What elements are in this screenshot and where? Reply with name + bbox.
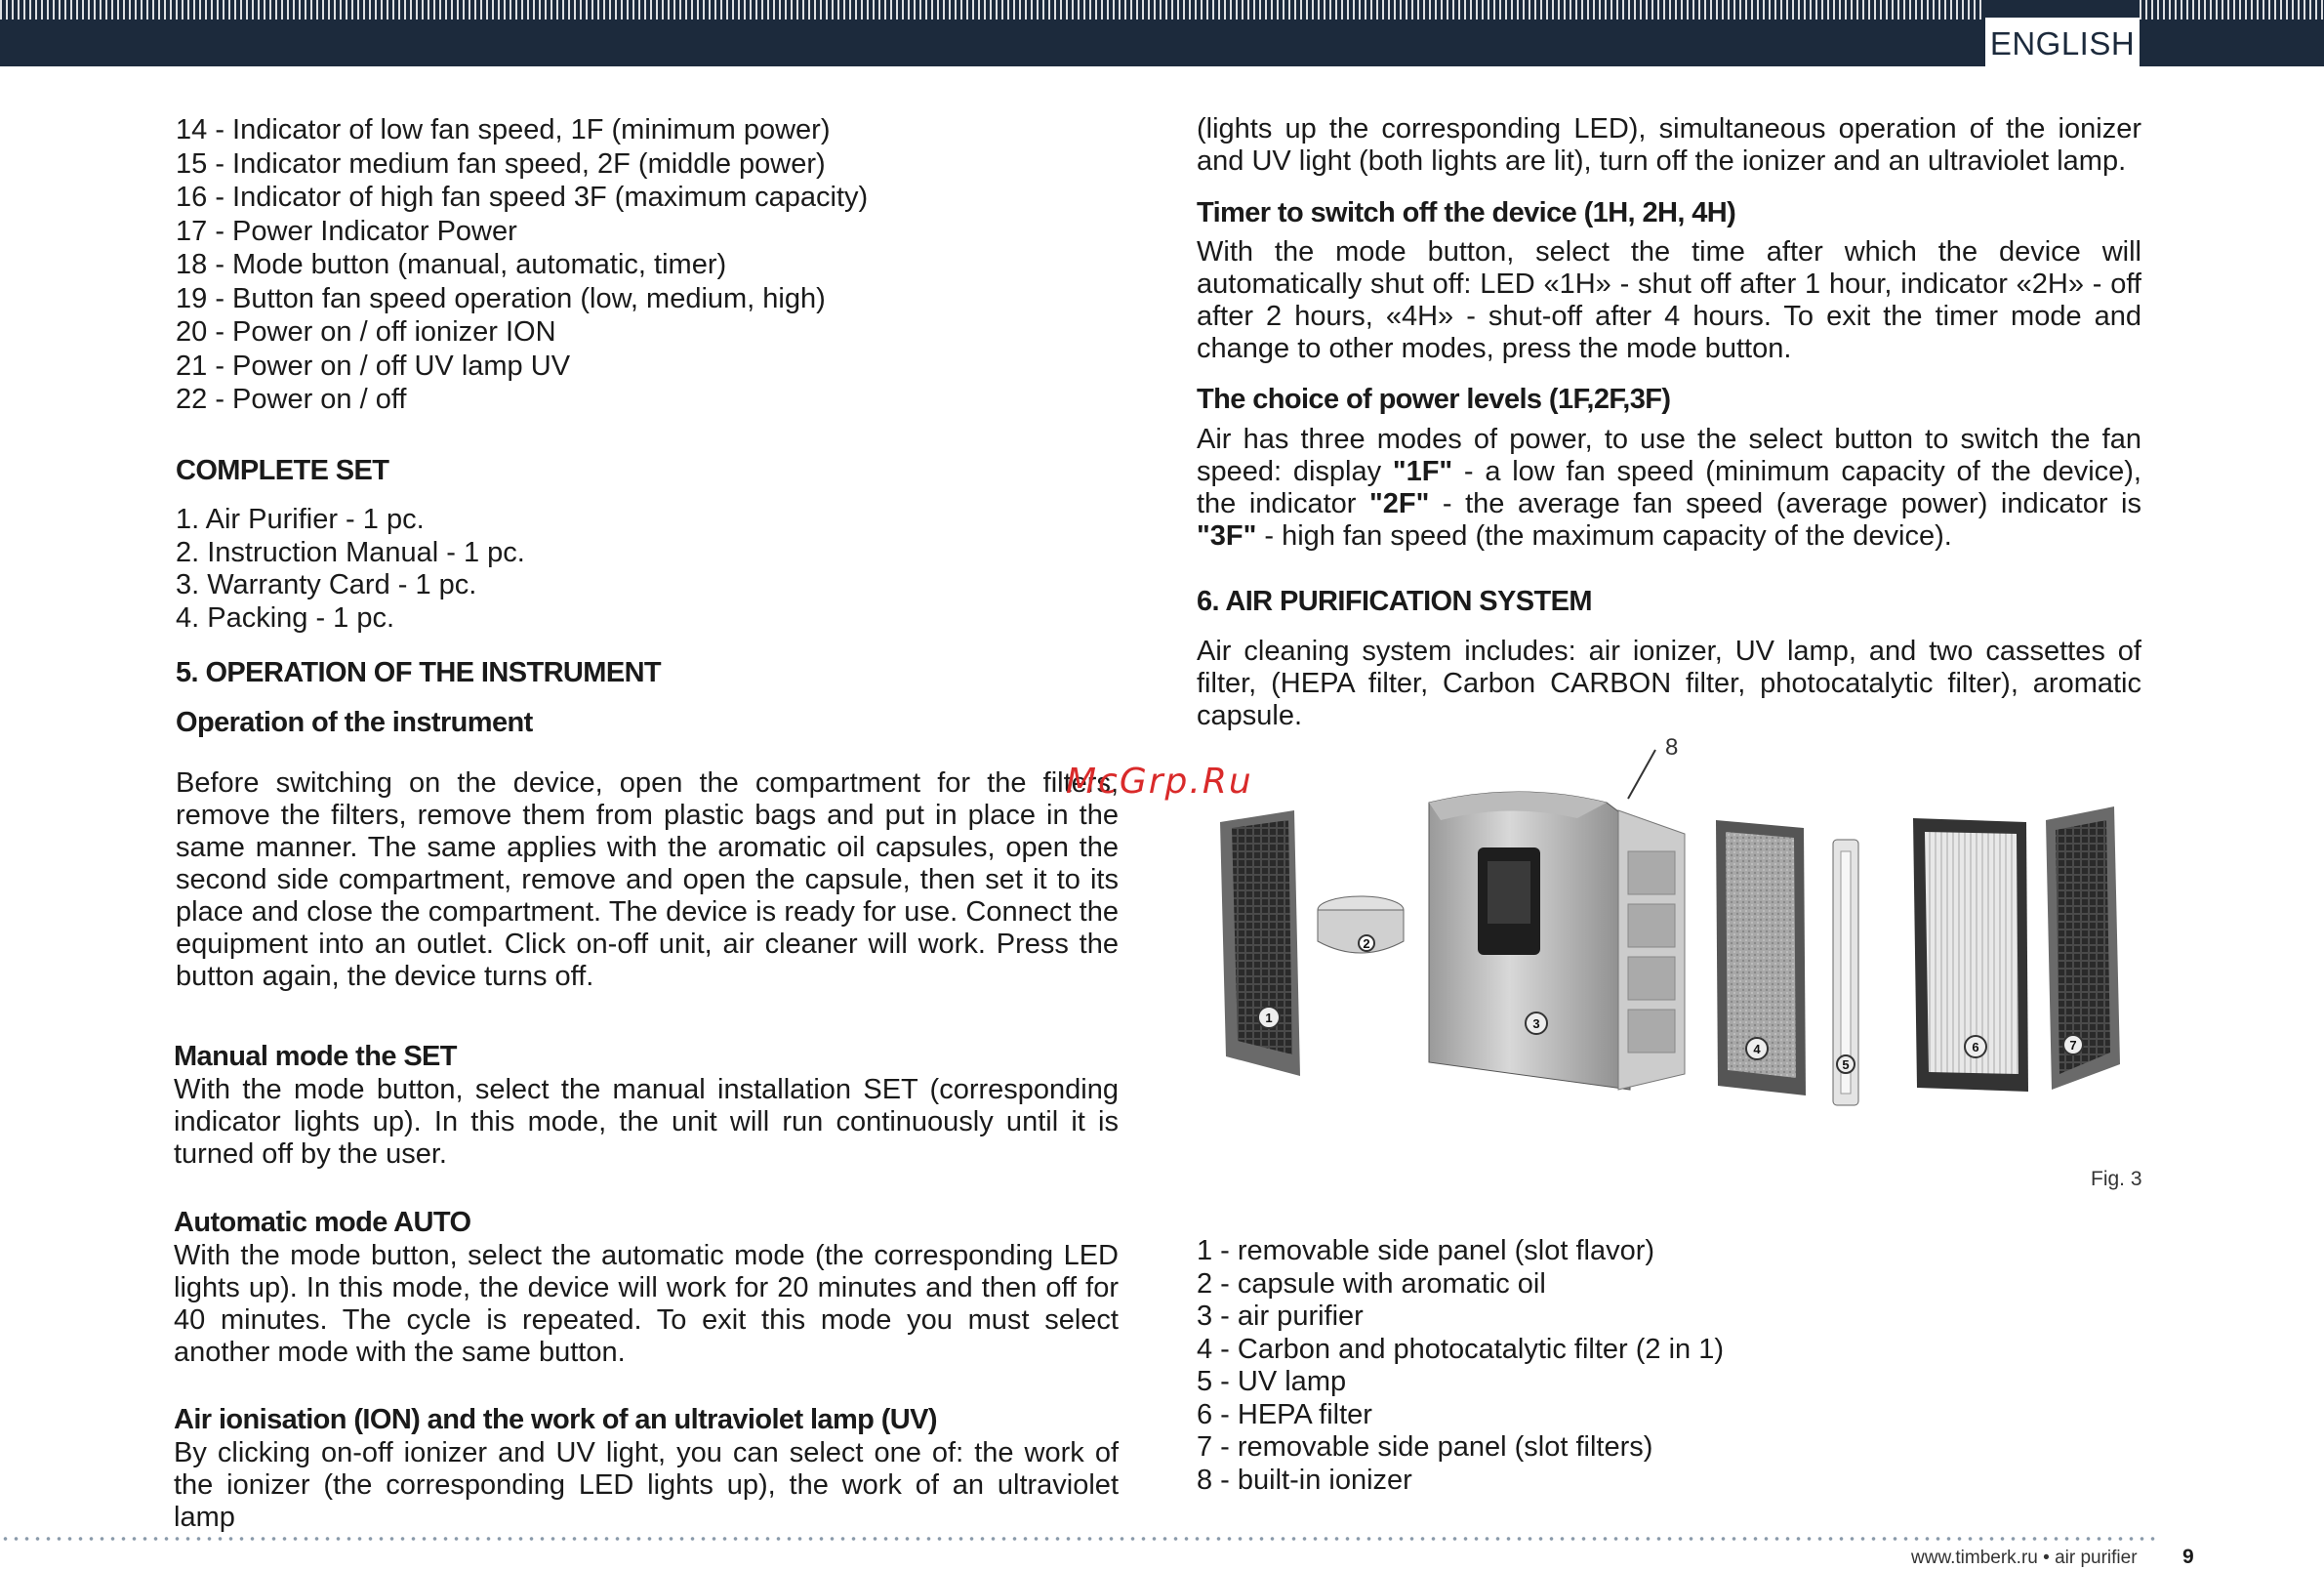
part-marker-5: 5 <box>1842 1057 1850 1072</box>
part-marker-2: 2 <box>1363 936 1370 951</box>
section-6-paragraph: Air cleaning system includes: air ionizer, UV lamp, and two cassettes of filter, (HEPA filter, Carbon CARBON filter, photocatalytic filter), aromatic capsule. <box>1197 636 2141 731</box>
list-item: 3. Warranty Card - 1 pc. <box>176 569 477 600</box>
footer-site: www.timberk.ru • air purifier <box>1911 1548 2138 1568</box>
part-marker-3: 3 <box>1532 1016 1540 1031</box>
list-item: 21 - Power on / off UV lamp UV <box>176 350 571 382</box>
power-1f: "1F" <box>1392 456 1453 487</box>
watermark: McGrp.Ru <box>1066 762 1253 802</box>
part-marker-7: 7 <box>2069 1038 2077 1053</box>
operation-subtitle: Operation of the instrument <box>176 707 533 738</box>
figure-caption: Fig. 3 <box>2091 1168 2142 1190</box>
page-number: 9 <box>2182 1546 2194 1568</box>
power-text: Air has three modes of power, to use the select button to switch the fan speed: display <box>1197 424 2141 487</box>
list-item: 1 - removable side panel (slot flavor) <box>1197 1235 1655 1266</box>
list-item: 4 - Carbon and photocatalytic filter (2 in 1) <box>1197 1333 1724 1365</box>
power-levels-title: The choice of power levels (1F,2F,3F) <box>1197 384 1671 415</box>
list-item: 18 - Mode button (manual, automatic, timer) <box>176 249 727 280</box>
footer-dotted-rule <box>0 1536 2157 1542</box>
timer-title: Timer to switch off the device (1H, 2H, 4H) <box>1197 197 1736 228</box>
power-levels-paragraph <box>1197 424 2141 553</box>
figure-callout-8: 8 <box>1665 734 1679 761</box>
power-3f: "3F" <box>1197 520 1257 552</box>
list-item: 14 - Indicator of low fan speed, 1F (minimum power) <box>176 114 831 145</box>
header-stripes-left <box>0 0 1985 20</box>
list-item: 2 - capsule with aromatic oil <box>1197 1267 1546 1300</box>
timer-paragraph: With the mode button, select the time after which the device will automatically shut off: LED «1H» - shut off after 1 hour, indicator «2H» - off after 2 hours, «4H» - shut-off after 4 hours. To exit the timer mode and change to other modes, press the mode button. <box>1197 236 2141 364</box>
complete-set-title: COMPLETE SET <box>176 455 389 486</box>
ion-uv-continued: (lights up the corresponding LED), simultaneous operation of the ionizer and UV light (both lights are lit), turn off the ionizer and an ultraviolet lamp. <box>1197 113 2141 177</box>
power-text: - a low fan speed (minimum capacity of the device), the indicator <box>1197 456 2141 519</box>
list-item: 2. Instruction Manual - 1 pc. <box>176 536 525 568</box>
list-item: 20 - Power on / off ionizer ION <box>176 316 556 348</box>
list-item: 17 - Power Indicator Power <box>176 215 517 247</box>
list-item: 8 - built-in ionizer <box>1197 1464 1412 1496</box>
language-label: ENGLISH <box>1989 25 2136 62</box>
list-item: 6 - HEPA filter <box>1197 1398 1372 1430</box>
auto-mode-paragraph: With the mode button, select the automatic mode (the corresponding LED lights up). In this mode, the device will work for 20 minutes and then off for 40 minutes. The cycle is repeated. To exit this mode you must select another mode with the same button. <box>174 1240 1119 1368</box>
ion-uv-paragraph: By clicking on-off ionizer and UV light, you can select one of: the work of the ionizer (the corresponding LED lights up), the work of an ultraviolet lamp <box>174 1437 1119 1533</box>
list-item: 5 - UV lamp <box>1197 1366 1347 1397</box>
complete-set-list <box>176 504 859 635</box>
callout-line <box>1628 750 1655 799</box>
parts-list <box>1197 1235 2075 1497</box>
list-item: 22 - Power on / off <box>176 384 407 415</box>
power-text: - the average fan speed (average power) indicator is <box>1429 488 2141 519</box>
list-item: 3 - air purifier <box>1197 1301 1364 1332</box>
power-2f: "2F" <box>1369 488 1430 519</box>
manual-mode-paragraph: With the mode button, select the manual installation SET (corresponding indicator lights up). In this mode, the unit will run continuously until it is turned off by the user. <box>174 1074 1119 1170</box>
header-stripes-right <box>2140 0 2324 20</box>
ion-uv-title: Air ionisation (ION) and the work of an ultraviolet lamp (UV) <box>174 1404 937 1435</box>
purifier-body <box>1429 792 1685 1090</box>
operation-paragraph: Before switching on the device, open the compartment for the filters, remove the filters, remove them from plastic bags and put in place in the same manner. The same applies with the aromatic oil capsules, open the second side compartment, remove and open the capsule, then set it to its place and close the compartment. The device is ready for use. Connect the equipment into an outlet. Click on-off unit, air cleaner will work. Press the button again, the device turns off. <box>176 767 1119 992</box>
part-marker-6: 6 <box>1972 1040 1979 1054</box>
hepa-filter <box>1913 818 2028 1092</box>
list-item: 19 - Button fan speed operation (low, medium, high) <box>176 282 826 314</box>
side-panel-right <box>2046 806 2120 1090</box>
list-item: 4. Packing - 1 pc. <box>176 601 395 634</box>
auto-mode-title: Automatic mode AUTO <box>174 1207 471 1238</box>
purifier-exploded-figure <box>1167 742 2182 1113</box>
indicator-list <box>176 113 1054 417</box>
list-item: 1. Air Purifier - 1 pc. <box>176 504 425 535</box>
part-marker-4: 4 <box>1753 1042 1761 1056</box>
carbon-photocatalytic-filter <box>1716 820 1806 1095</box>
section-5-title: 5. OPERATION OF THE INSTRUMENT <box>176 657 662 688</box>
list-item: 15 - Indicator medium fan speed, 2F (middle power) <box>176 147 826 180</box>
power-text: - high fan speed (the maximum capacity of the device). <box>1256 520 1952 552</box>
list-item: 16 - Indicator of high fan speed 3F (maximum capacity) <box>176 182 869 213</box>
manual-mode-title: Manual mode the SET <box>174 1041 457 1072</box>
aromatic-capsule <box>1318 896 1404 953</box>
part-marker-1: 1 <box>1265 1011 1273 1025</box>
list-item: 7 - removable side panel (slot filters) <box>1197 1431 1653 1463</box>
side-panel-left <box>1220 810 1300 1076</box>
section-6-title: 6. AIR PURIFICATION SYSTEM <box>1197 586 1592 617</box>
